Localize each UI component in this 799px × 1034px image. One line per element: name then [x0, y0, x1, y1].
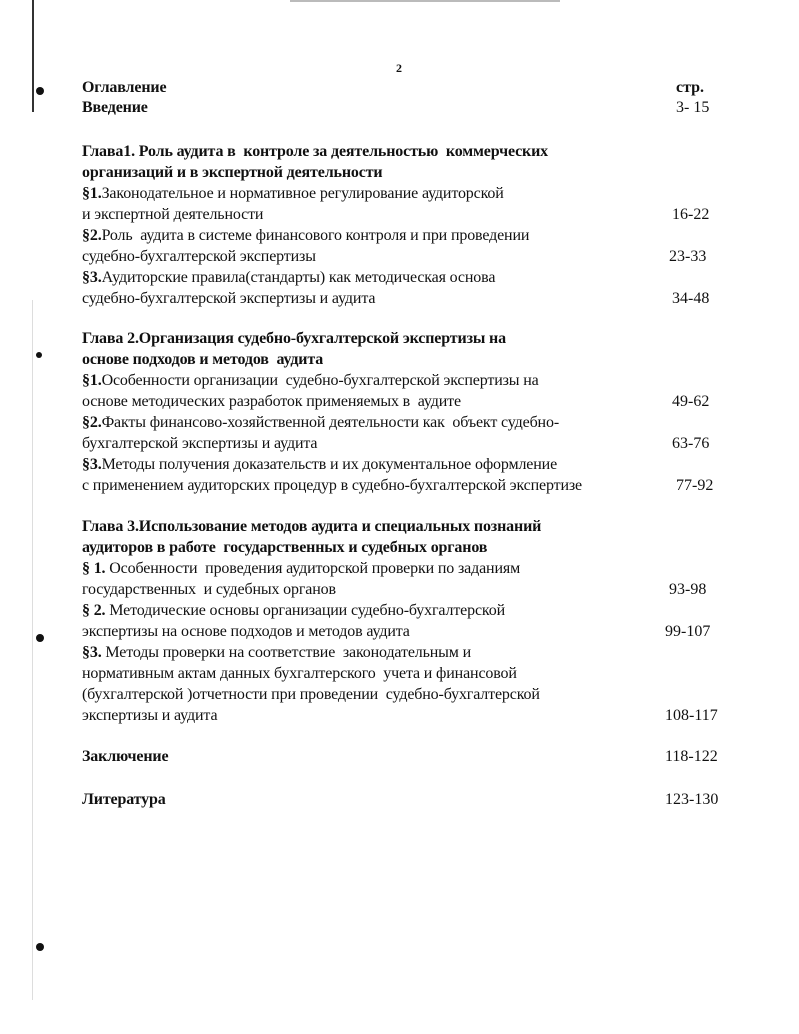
section-text: судебно-бухгалтерской экспертизы — [82, 248, 316, 265]
scan-margin-line — [32, 0, 34, 112]
section-text: государственных и судебных органов — [82, 581, 336, 598]
section-text: Методы проверки на соответствие законодательным и — [101, 644, 471, 661]
section-text: Методические основы организации судебно-бухгалтерской — [105, 602, 505, 619]
section-text: Факты финансово-хозяйственной деятельности как объект судебно- — [101, 414, 559, 431]
toc-conclusion-title: Заключение — [82, 748, 169, 765]
chapter-title-line: основе подходов и методов аудита — [82, 351, 324, 368]
toc-literature-pages: 123-130 — [665, 791, 719, 808]
section-line — [82, 622, 410, 642]
section-line — [82, 685, 540, 705]
section-line — [82, 247, 316, 267]
chapter-title-line: организаций и в экспертной деятельности — [82, 164, 383, 181]
binder-hole-dot — [36, 634, 44, 642]
binder-hole-dot — [36, 943, 44, 951]
page-number: 2 — [396, 61, 402, 75]
section-line — [82, 455, 557, 475]
chapter-title-line: Глава1. Роль аудита в контроле за деятельностью коммерческих — [82, 143, 549, 160]
section-number: §1. — [82, 372, 102, 389]
toc-conclusion-pages: 118-122 — [665, 748, 718, 765]
section-number: §3. — [82, 644, 102, 661]
section-text: экспертизы на основе подходов и методов аудита — [82, 623, 410, 640]
binder-hole-dot — [36, 352, 42, 358]
scan-edge-line — [290, 0, 560, 2]
section-line — [82, 559, 520, 579]
toc-heading: Оглавление — [82, 79, 167, 96]
section-text: и экспертной деятельности — [82, 206, 264, 223]
section-line — [82, 601, 505, 621]
section-number: § 2. — [82, 602, 106, 619]
section-line — [82, 268, 495, 288]
chapter-title-line: Глава 2.Организация судебно-бухгалтерской экспертизы на — [82, 330, 506, 347]
section-text: Законодательное и нормативное регулирование аудиторской — [101, 185, 504, 202]
section-text: Роль аудита в системе финансового контроля и при проведении — [101, 227, 530, 244]
section-text: бухгалтерской экспертизы и аудита — [82, 435, 318, 452]
section-text: экспертизы и аудита — [82, 707, 218, 724]
section-line — [82, 580, 336, 600]
section-text: Аудиторские правила(стандарты) как методическая основа — [101, 269, 496, 286]
chapter-title-line: аудиторов в работе государственных и судебных органов — [82, 539, 488, 556]
section-line — [82, 392, 461, 412]
section-pages: 99-107 — [665, 623, 711, 640]
section-line — [82, 371, 539, 391]
toc-intro-pages: 3- 15 — [676, 99, 710, 116]
section-pages: 34-48 — [672, 290, 710, 307]
section-line — [82, 643, 471, 663]
section-text: Особенности организации судебно-бухгалтерской экспертизы на — [101, 372, 539, 389]
section-line — [82, 184, 504, 204]
section-pages: 16-22 — [672, 206, 710, 223]
section-pages: 108-117 — [665, 707, 718, 724]
section-text: нормативным актам данных бухгалтерского учета и финансовой — [82, 665, 517, 682]
section-number: §3. — [82, 269, 102, 286]
section-text: Особенности проведения аудиторской проверки по заданиям — [105, 560, 521, 577]
section-text: Методы получения доказательств и их документальное оформление — [101, 456, 558, 473]
section-text: судебно-бухгалтерской экспертизы и аудита — [82, 290, 376, 307]
section-line — [82, 226, 529, 246]
section-line — [82, 476, 582, 496]
section-line — [82, 289, 375, 309]
chapter-title-line: Глава 3.Использование методов аудита и специальных познаний — [82, 518, 542, 535]
section-text: с применением аудиторских процедур в судебно-бухгалтерской экспертизе — [82, 477, 583, 494]
section-number: §3. — [82, 456, 102, 473]
section-line — [82, 664, 517, 684]
section-line — [82, 413, 559, 433]
section-line — [82, 434, 317, 454]
section-pages: 93-98 — [669, 581, 707, 598]
section-number: §1. — [82, 185, 102, 202]
section-number: § 1. — [82, 560, 106, 577]
section-number: §2. — [82, 227, 102, 244]
section-pages: 23-33 — [669, 248, 707, 265]
pages-column-label: стр. — [676, 79, 705, 96]
section-line — [82, 706, 217, 726]
binder-hole-dot — [36, 87, 44, 95]
section-pages: 77-92 — [676, 477, 714, 494]
section-pages: 63-76 — [672, 435, 710, 452]
section-text: основе методических разработок применяемых в аудите — [82, 393, 461, 410]
toc-intro-title: Введение — [82, 99, 148, 116]
scan-margin-line-faint — [32, 300, 33, 1000]
toc-literature-title: Литература — [82, 791, 166, 808]
section-text: (бухгалтерской )отчетности при проведении судебно-бухгалтерской — [82, 686, 540, 703]
section-number: §2. — [82, 414, 102, 431]
section-pages: 49-62 — [672, 393, 710, 410]
section-line — [82, 205, 263, 225]
